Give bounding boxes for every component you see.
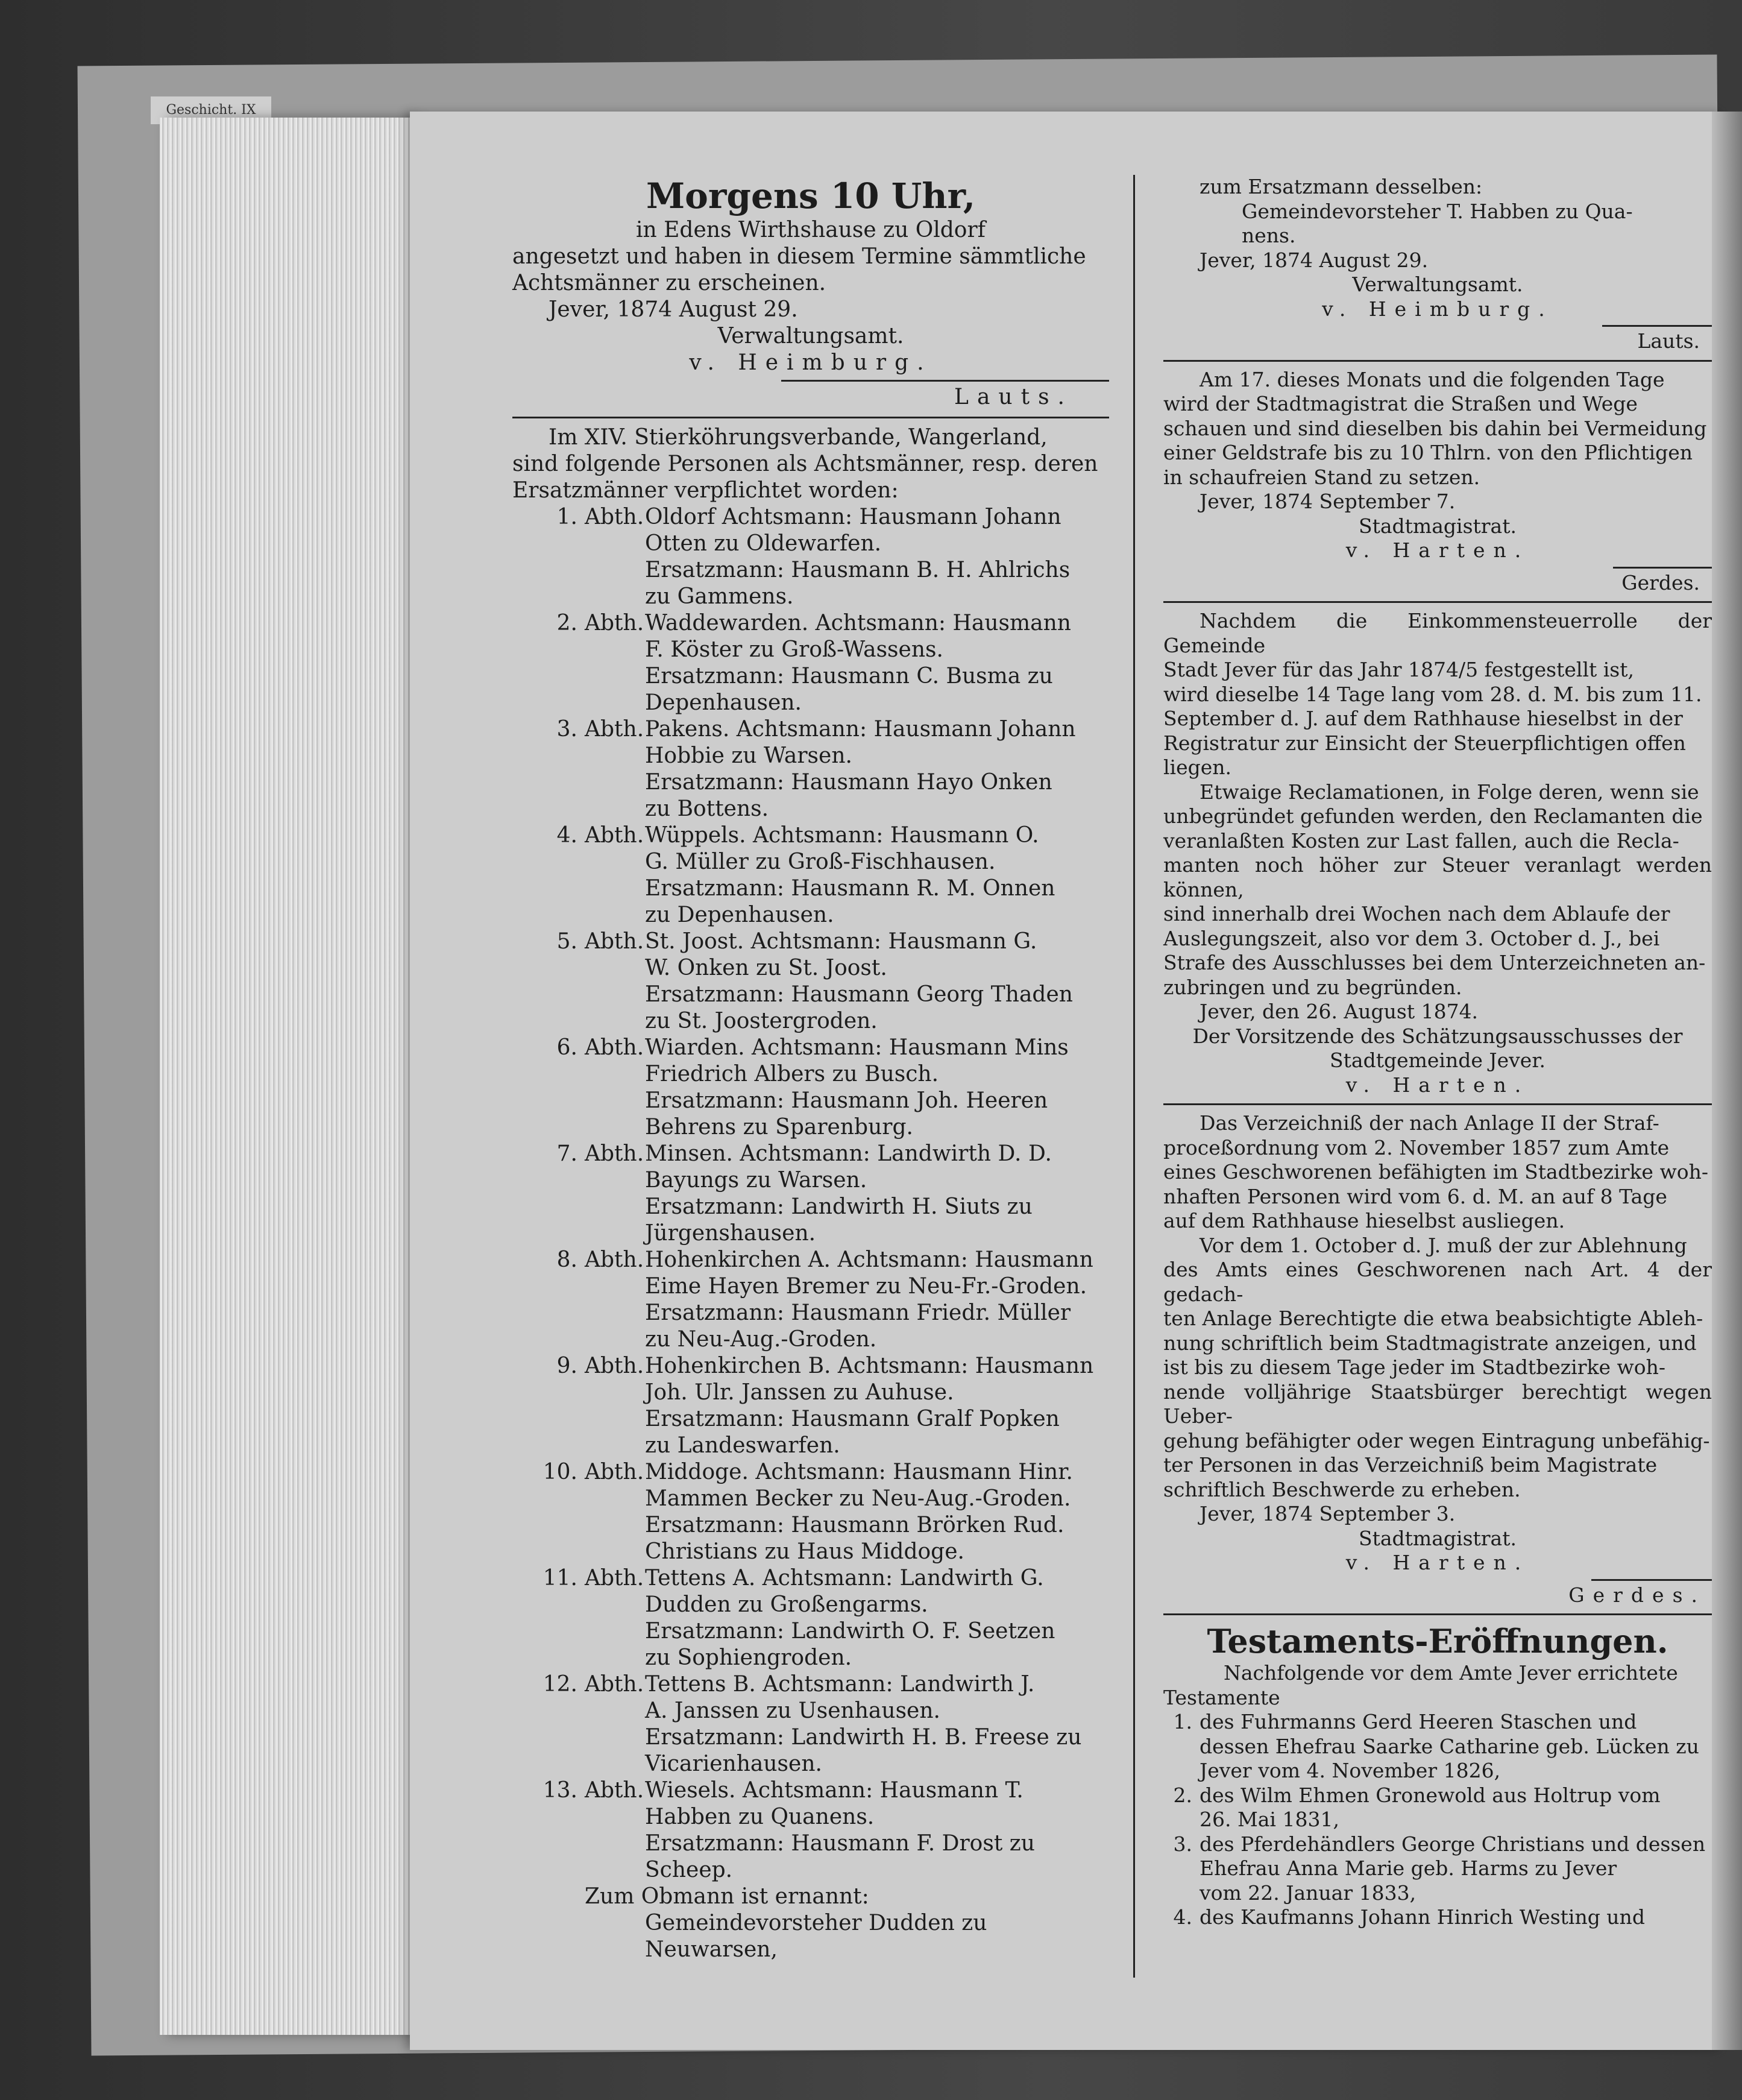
authority: Verwaltungsamt. bbox=[717, 324, 904, 348]
entry-text: F. Köster zu Groß-Wassens. bbox=[645, 637, 943, 662]
notice-line: auf dem Rathhause hieselbst ausliegen. bbox=[1163, 1209, 1565, 1232]
entry-text: Ersatzmann: Hausmann C. Busma zu bbox=[645, 664, 1053, 689]
entry-text: Habben zu Quanens. bbox=[645, 1805, 875, 1829]
notice-line: wird der Stadtmagistrat die Straßen und Wege bbox=[1163, 392, 1638, 415]
entry-text: Pakens. Achtsmann: Hausmann Johann bbox=[645, 717, 1076, 742]
place-date: Jever, 1874 August 29. bbox=[549, 297, 798, 322]
achtsmann-entry-line bbox=[512, 1830, 1109, 1857]
entry-text: Vicarienhausen. bbox=[645, 1752, 822, 1776]
entry-text: Tettens A. Achtsmann: Landwirth G. bbox=[645, 1566, 1044, 1591]
notice-line: Auslegungszeit, also vor dem 3. October d. J., bei bbox=[1163, 926, 1660, 950]
notice-line: in schaufreien Stand zu setzen. bbox=[1163, 465, 1480, 489]
notice-line: Nachdem die Einkommensteuerrolle der Gemeinde bbox=[1163, 609, 1712, 657]
achtsmann-entry-line bbox=[512, 1247, 1109, 1273]
achtsmann-entry-line bbox=[512, 637, 1109, 663]
testament-intro: Testamente bbox=[1163, 1685, 1280, 1709]
achtsmann-entry-line bbox=[512, 1273, 1109, 1300]
section-rule bbox=[1163, 601, 1712, 603]
achtsmann-entry-line bbox=[512, 1300, 1109, 1326]
notice-line: unbegründet gefunden werden, den Reclamanten die bbox=[1163, 804, 1703, 828]
testament-item-line bbox=[1163, 1735, 1712, 1759]
notice-clerk: Gerdes. bbox=[1568, 1583, 1706, 1607]
notice-clerk: Gerdes. bbox=[1621, 570, 1700, 594]
achtsmann-entry-line bbox=[512, 1698, 1109, 1724]
achtsmann-entry-line bbox=[512, 663, 1109, 690]
signatory: v. Heimburg. bbox=[689, 350, 932, 375]
entry-text: Christians zu Haus Middoge. bbox=[645, 1539, 964, 1564]
entry-abth: Abth. bbox=[585, 823, 644, 848]
notice-line: September d. J. auf dem Rathhause hieselbst in der bbox=[1163, 707, 1683, 730]
entry-text: zu Neu-Aug.-Groden. bbox=[645, 1327, 877, 1352]
notice-line: zubringen und zu begründen. bbox=[1163, 975, 1462, 999]
testament-item-line bbox=[1163, 1881, 1712, 1906]
notice-line: des Amts eines Geschworenen nach Art. 4 der gedach- bbox=[1163, 1258, 1712, 1306]
entry-abth: Abth. bbox=[585, 1460, 644, 1484]
entry-text: Scheep. bbox=[645, 1858, 733, 1882]
testament-text: Ehefrau Anna Marie geb. Harms zu Jever bbox=[1200, 1856, 1617, 1880]
achtsmann-entry-line bbox=[512, 716, 1109, 743]
page-edges bbox=[160, 118, 413, 2035]
testament-text: des Fuhrmanns Gerd Heeren Staschen und bbox=[1200, 1710, 1637, 1733]
notice-signatory: v. Harten. bbox=[1345, 538, 1530, 562]
entry-text: Ersatzmann: Landwirth O. F. Seetzen bbox=[645, 1619, 1055, 1644]
achtsmann-entry-line bbox=[512, 531, 1109, 557]
achtsmann-entry-line bbox=[512, 1777, 1109, 1804]
achtsmann-entry-line bbox=[512, 875, 1109, 902]
income-tax-notice bbox=[1163, 609, 1712, 1000]
short-rule bbox=[781, 380, 1110, 382]
testament-number: 2. bbox=[1173, 1783, 1192, 1807]
testament-number: 1. bbox=[1173, 1710, 1192, 1733]
testament-text: dessen Ehefrau Saarke Catharine geb. Lücken zu bbox=[1200, 1734, 1699, 1758]
notice-line: manten noch höher zur Steuer veranlagt werden können, bbox=[1163, 853, 1712, 901]
entry-text: Ersatzmann: Hausmann Georg Thaden bbox=[645, 982, 1073, 1007]
continuation-line: zum Ersatzmann desselben: bbox=[1200, 175, 1483, 198]
entry-text: Ersatzmann: Hausmann Joh. Heeren bbox=[645, 1088, 1048, 1113]
notice-authority: Stadtmagistrat. bbox=[1359, 1526, 1517, 1550]
entry-number: 8. bbox=[556, 1247, 577, 1272]
achtsmann-list bbox=[512, 504, 1109, 1884]
jury-list-notice bbox=[1163, 1111, 1712, 1502]
testament-text: Jever vom 4. November 1826, bbox=[1200, 1759, 1501, 1782]
achtsmann-entry-line bbox=[512, 610, 1109, 637]
continuation-line: Gemeindevorsteher T. Habben zu Qua- bbox=[1242, 199, 1633, 223]
notice-date: Jever, den 26. August 1874. bbox=[1200, 1000, 1479, 1023]
obmann-line: Zum Obmann ist ernannt: bbox=[585, 1884, 869, 1909]
notice-signatory: v. Harten. bbox=[1345, 1073, 1530, 1097]
entry-text: Ersatzmann: Hausmann R. M. Onnen bbox=[645, 876, 1055, 901]
entry-text: G. Müller zu Groß-Fischhausen. bbox=[645, 850, 996, 874]
entry-text: Ersatzmann: Hausmann B. H. Ahlrichs bbox=[645, 558, 1071, 582]
clerk: Lauts. bbox=[954, 385, 1073, 409]
notice-line: eines Geschworenen befähigten im Stadtbezirke woh- bbox=[1163, 1160, 1708, 1184]
notice-line: nende volljährige Staatsbürger berechtigt wegen Ueber- bbox=[1163, 1380, 1712, 1428]
entry-abth: Abth. bbox=[585, 1354, 644, 1378]
entry-text: Behrens zu Sparenburg. bbox=[645, 1115, 913, 1140]
entry-text: Bayungs zu Warsen. bbox=[645, 1168, 867, 1193]
notice-line: Ersatzmänner verpflichtet worden: bbox=[512, 478, 899, 503]
notice-line: ist bis zu diesem Tage jeder im Stadtbezirke woh- bbox=[1163, 1355, 1666, 1379]
testament-item-line bbox=[1163, 1710, 1712, 1735]
entry-number: 11. bbox=[542, 1566, 577, 1591]
section-rule bbox=[1163, 360, 1712, 362]
notice-line: Registratur zur Einsicht der Steuerpflichtigen offen bbox=[1163, 731, 1686, 755]
entry-number: 6. bbox=[556, 1035, 577, 1060]
achtsmann-entry-line bbox=[512, 743, 1109, 769]
achtsmann-entry-line bbox=[512, 1141, 1109, 1167]
short-rule bbox=[1591, 1579, 1712, 1581]
achtsmann-entry-line bbox=[512, 1565, 1109, 1592]
entry-number: 4. bbox=[556, 823, 577, 848]
notice-authority: Stadtgemeinde Jever. bbox=[1330, 1048, 1545, 1072]
entry-abth: Abth. bbox=[585, 1566, 644, 1591]
entry-text: Ersatzmann: Hausmann F. Drost zu bbox=[645, 1831, 1035, 1856]
notice-line: einer Geldstrafe bis zu 10 Thlrn. von den Pflichtigen bbox=[1163, 441, 1693, 464]
entry-text: zu Sophiengroden. bbox=[645, 1645, 852, 1670]
entry-text: Eime Hayen Bremer zu Neu-Fr.-Groden. bbox=[645, 1274, 1087, 1299]
notice-date: Jever, 1874 September 3. bbox=[1200, 1502, 1456, 1525]
achtsmann-entry-line bbox=[512, 1433, 1109, 1459]
entry-abth: Abth. bbox=[585, 929, 644, 954]
entry-text: zu Bottens. bbox=[645, 796, 769, 821]
notice-date: Jever, 1874 September 7. bbox=[1200, 490, 1456, 513]
testament-item-line bbox=[1163, 1905, 1712, 1930]
entry-text: Dudden zu Großengarms. bbox=[645, 1592, 928, 1617]
testament-number: 4. bbox=[1173, 1905, 1192, 1929]
intro-line: angesetzt und haben in diesem Termine sämmtliche bbox=[512, 244, 1086, 269]
entry-text: Otten zu Oldewarfen. bbox=[645, 531, 882, 556]
notice-line: schriftlich Beschwerde zu erheben. bbox=[1163, 1477, 1521, 1501]
notice-line: Das Verzeichniß der nach Anlage II der Straf- bbox=[1200, 1111, 1659, 1135]
testament-number bbox=[1163, 1735, 1200, 1759]
entry-text: Jürgenshausen. bbox=[645, 1221, 816, 1246]
notice-signatory: v. Harten. bbox=[1345, 1551, 1530, 1574]
right-column bbox=[1163, 175, 1712, 1930]
entry-number: 12. bbox=[542, 1672, 577, 1697]
entry-text: Minsen. Achtsmann: Landwirth D. D. bbox=[645, 1141, 1052, 1166]
entry-text: Joh. Ulr. Janssen zu Auhuse. bbox=[645, 1380, 954, 1405]
achtsmann-entry-line bbox=[512, 1486, 1109, 1512]
notice-line: Im XIV. Stierköhrungsverbande, Wangerland, bbox=[549, 425, 1048, 450]
achtsmann-entry-line bbox=[512, 690, 1109, 716]
achtsmann-entry-line bbox=[512, 1406, 1109, 1433]
short-rule bbox=[1613, 567, 1712, 569]
achtsmann-entry-line bbox=[512, 1220, 1109, 1247]
entry-text: Ersatzmann: Hausmann Friedr. Müller bbox=[645, 1301, 1071, 1325]
place-date: Jever, 1874 August 29. bbox=[1200, 248, 1429, 272]
achtsmann-entry-line bbox=[512, 822, 1109, 849]
achtsmann-entry-line bbox=[512, 1592, 1109, 1618]
section-rule bbox=[1163, 1613, 1712, 1615]
testament-item-line bbox=[1163, 1856, 1712, 1881]
entry-text: St. Joost. Achtsmann: Hausmann G. bbox=[645, 929, 1037, 954]
heading: Morgens 10 Uhr, bbox=[646, 175, 976, 216]
notice-line: proceßordnung vom 2. November 1857 zum Amte bbox=[1163, 1135, 1670, 1159]
continuation bbox=[1163, 175, 1712, 248]
entry-text: Middoge. Achtsmann: Hausmann Hinr. bbox=[645, 1460, 1073, 1484]
testament-text: des Wilm Ehmen Gronewold aus Holtrup vom bbox=[1200, 1783, 1661, 1807]
entry-text: Ersatzmann: Landwirth H. B. Freese zu bbox=[645, 1725, 1082, 1750]
notice-line: gehung befähigter oder wegen Eintragung unbefähig- bbox=[1163, 1428, 1710, 1452]
achtsmann-entry-line bbox=[512, 1061, 1109, 1088]
entry-number: 2. bbox=[556, 611, 577, 635]
spine-label: Geschicht. IX bbox=[151, 96, 271, 124]
authority: Verwaltungsamt. bbox=[1352, 273, 1523, 296]
entry-text: Hobbie zu Warsen. bbox=[645, 743, 852, 768]
achtsmann-entry-line bbox=[512, 1035, 1109, 1061]
testament-text: des Kaufmanns Johann Hinrich Westing und bbox=[1200, 1905, 1645, 1929]
entry-text: Wiarden. Achtsmann: Hausmann Mins bbox=[645, 1035, 1069, 1060]
achtsmann-entry-line bbox=[512, 929, 1109, 955]
entry-text: Wüppels. Achtsmann: Hausmann O. bbox=[645, 823, 1039, 848]
entry-number: 9. bbox=[556, 1354, 577, 1378]
achtsmann-entry-line bbox=[512, 1380, 1109, 1406]
testament-text: des Pferdehändlers George Christians und dessen bbox=[1200, 1832, 1706, 1856]
entry-text: W. Onken zu St. Joost. bbox=[645, 956, 887, 980]
clerk: Lauts. bbox=[1637, 329, 1700, 353]
entry-text: zu Gammens. bbox=[645, 584, 794, 609]
notice-line: nhaften Personen wird vom 6. d. M. an auf 8 Tage bbox=[1163, 1184, 1667, 1208]
intro-line: Achtsmänner zu erscheinen. bbox=[512, 271, 826, 295]
entry-number: 10. bbox=[542, 1460, 577, 1484]
achtsmann-entry-line bbox=[512, 1088, 1109, 1114]
notice-intro bbox=[512, 424, 1109, 504]
notice-line: schauen und sind dieselben bis dahin bei Vermeidung bbox=[1163, 416, 1707, 440]
entry-text: zu Landeswarfen. bbox=[645, 1433, 840, 1458]
entry-abth: Abth. bbox=[585, 505, 644, 529]
testament-number bbox=[1163, 1856, 1200, 1881]
entry-number: 13. bbox=[542, 1778, 577, 1803]
notice-line: liegen. bbox=[1163, 755, 1232, 779]
achtsmann-entry-line bbox=[512, 1008, 1109, 1035]
notice-line: sind innerhalb drei Wochen nach dem Ablaufe der bbox=[1163, 902, 1670, 925]
achtsmann-entry-line bbox=[512, 1194, 1109, 1220]
notice-line: Strafe des Ausschlusses bei dem Unterzeichneten an- bbox=[1163, 951, 1706, 974]
entry-text: Oldorf Achtsmann: Hausmann Johann bbox=[645, 505, 1061, 529]
testament-intro: Nachfolgende vor dem Amte Jever errichtete bbox=[1224, 1661, 1678, 1685]
achtsmann-entry-line bbox=[512, 1804, 1109, 1830]
entry-text: Ersatzmann: Hausmann Gralf Popken bbox=[645, 1407, 1060, 1431]
achtsmann-entry-line bbox=[512, 1326, 1109, 1353]
achtsmann-entry-line bbox=[512, 504, 1109, 531]
testament-number bbox=[1163, 1759, 1200, 1783]
notice-line: Stadt Jever für das Jahr 1874/5 festgestellt ist, bbox=[1163, 658, 1634, 681]
achtsmann-entry-line bbox=[512, 1459, 1109, 1486]
section-rule bbox=[1163, 1103, 1712, 1105]
entry-text: Ersatzmann: Hausmann Brörken Rud. bbox=[645, 1513, 1064, 1537]
achtsmann-entry-line bbox=[512, 1618, 1109, 1645]
testament-text: 26. Mai 1831, bbox=[1200, 1808, 1339, 1831]
testament-number bbox=[1163, 1808, 1200, 1832]
left-column bbox=[512, 175, 1109, 1963]
testament-item-line bbox=[1163, 1759, 1712, 1783]
achtsmann-entry-line bbox=[512, 769, 1109, 796]
notice-line: ten Anlage Berechtigte die etwa beabsichtigte Ableh- bbox=[1163, 1307, 1703, 1330]
achtsmann-entry-line bbox=[512, 902, 1109, 929]
notice-line: veranlaßten Kosten zur Last fallen, auch die Recla- bbox=[1163, 828, 1679, 853]
signatory: v. Heimburg. bbox=[1322, 297, 1553, 321]
achtsmann-entry-line bbox=[512, 796, 1109, 822]
notice-line: sind folgende Personen als Achtsmänner, resp. deren bbox=[512, 452, 1098, 476]
entry-number: 5. bbox=[556, 929, 577, 954]
intro-lines bbox=[512, 217, 1109, 297]
testament-item-line bbox=[1163, 1783, 1712, 1808]
entry-text: zu St. Joostergroden. bbox=[645, 1009, 878, 1033]
achtsmann-entry-line bbox=[512, 1751, 1109, 1777]
entry-text: Tettens B. Achtsmann: Landwirth J. bbox=[645, 1672, 1035, 1697]
notice-line: wird dieselbe 14 Tage lang vom 28. d. M. bis zum 11. bbox=[1163, 682, 1702, 706]
entry-number: 7. bbox=[556, 1141, 577, 1166]
testament-item-line bbox=[1163, 1808, 1712, 1832]
achtsmann-entry-line bbox=[512, 982, 1109, 1008]
entry-text: A. Janssen zu Usenhausen. bbox=[645, 1698, 940, 1723]
entry-text: Friedrich Albers zu Busch. bbox=[645, 1062, 939, 1086]
entry-number: 3. bbox=[556, 717, 577, 742]
entry-text: Wiesels. Achtsmann: Hausmann T. bbox=[645, 1778, 1024, 1803]
facing-page-margin bbox=[1712, 112, 1742, 2050]
notice-line: ter Personen in das Verzeichniß beim Magistrate bbox=[1163, 1453, 1658, 1477]
entry-abth: Abth. bbox=[585, 611, 644, 635]
testament-number bbox=[1163, 1881, 1200, 1906]
entry-abth: Abth. bbox=[585, 1778, 644, 1803]
street-inspection-notice bbox=[1163, 368, 1712, 490]
entry-text: zu Depenhausen. bbox=[645, 903, 834, 927]
achtsmann-entry-line bbox=[512, 1114, 1109, 1141]
achtsmann-entry-line bbox=[512, 849, 1109, 875]
intro-line: in Edens Wirthshause zu Oldorf bbox=[635, 218, 986, 242]
achtsmann-entry-line bbox=[512, 1671, 1109, 1698]
obmann-block bbox=[512, 1884, 1109, 1963]
entry-text: Waddewarden. Achtsmann: Hausmann bbox=[645, 611, 1071, 635]
testament-heading: Testaments-Eröffnungen. bbox=[1207, 1622, 1668, 1660]
achtsmann-entry-line bbox=[512, 1645, 1109, 1671]
achtsmann-entry-line bbox=[512, 1353, 1109, 1380]
entry-text: Hohenkirchen B. Achtsmann: Hausmann bbox=[645, 1354, 1094, 1378]
achtsmann-entry-line bbox=[512, 1857, 1109, 1884]
entry-abth: Abth. bbox=[585, 717, 644, 742]
testament-text: vom 22. Januar 1833, bbox=[1200, 1881, 1417, 1905]
testament-list bbox=[1163, 1710, 1712, 1930]
achtsmann-entry-line bbox=[512, 955, 1109, 982]
notice-authority: Stadtmagistrat. bbox=[1359, 514, 1517, 538]
achtsmann-entry-line bbox=[512, 1167, 1109, 1194]
entry-text: Mammen Becker zu Neu-Aug.-Groden. bbox=[645, 1486, 1071, 1511]
achtsmann-entry-line bbox=[512, 1539, 1109, 1565]
obmann-line: Gemeindevorsteher Dudden zu Neuwarsen, bbox=[645, 1911, 987, 1962]
notice-line: Etwaige Reclamationen, in Folge deren, wenn sie bbox=[1200, 780, 1699, 804]
entry-abth: Abth. bbox=[585, 1141, 644, 1166]
testament-item-line bbox=[1163, 1832, 1712, 1857]
entry-abth: Abth. bbox=[585, 1247, 644, 1272]
testament-number: 3. bbox=[1173, 1832, 1192, 1856]
achtsmann-entry-line bbox=[512, 557, 1109, 584]
entry-text: Ersatzmann: Landwirth H. Siuts zu bbox=[645, 1194, 1033, 1219]
entry-number: 1. bbox=[556, 505, 577, 529]
notice-line: Vor dem 1. October d. J. muß der zur Ablehnung bbox=[1200, 1233, 1687, 1257]
achtsmann-entry-line bbox=[512, 1512, 1109, 1539]
entry-text: Hohenkirchen A. Achtsmann: Hausmann bbox=[645, 1247, 1093, 1272]
notice-line: Am 17. dieses Monats und die folgenden Tage bbox=[1200, 367, 1665, 391]
entry-abth: Abth. bbox=[585, 1035, 644, 1060]
achtsmann-entry-line bbox=[512, 584, 1109, 610]
achtsmann-entry-line bbox=[512, 1724, 1109, 1751]
entry-abth: Abth. bbox=[585, 1672, 644, 1697]
column-divider bbox=[1133, 175, 1135, 1978]
notice-line: nung schriftlich beim Stadtmagistrate anzeigen, und bbox=[1163, 1331, 1697, 1355]
entry-text: Ersatzmann: Hausmann Hayo Onken bbox=[645, 770, 1052, 795]
section-rule bbox=[512, 417, 1109, 418]
notice-authority: Der Vorsitzende des Schätzungsausschusses der bbox=[1192, 1024, 1683, 1048]
short-rule bbox=[1602, 325, 1712, 327]
continuation-line: nens. bbox=[1242, 224, 1296, 247]
entry-text: Depenhausen. bbox=[645, 690, 802, 715]
